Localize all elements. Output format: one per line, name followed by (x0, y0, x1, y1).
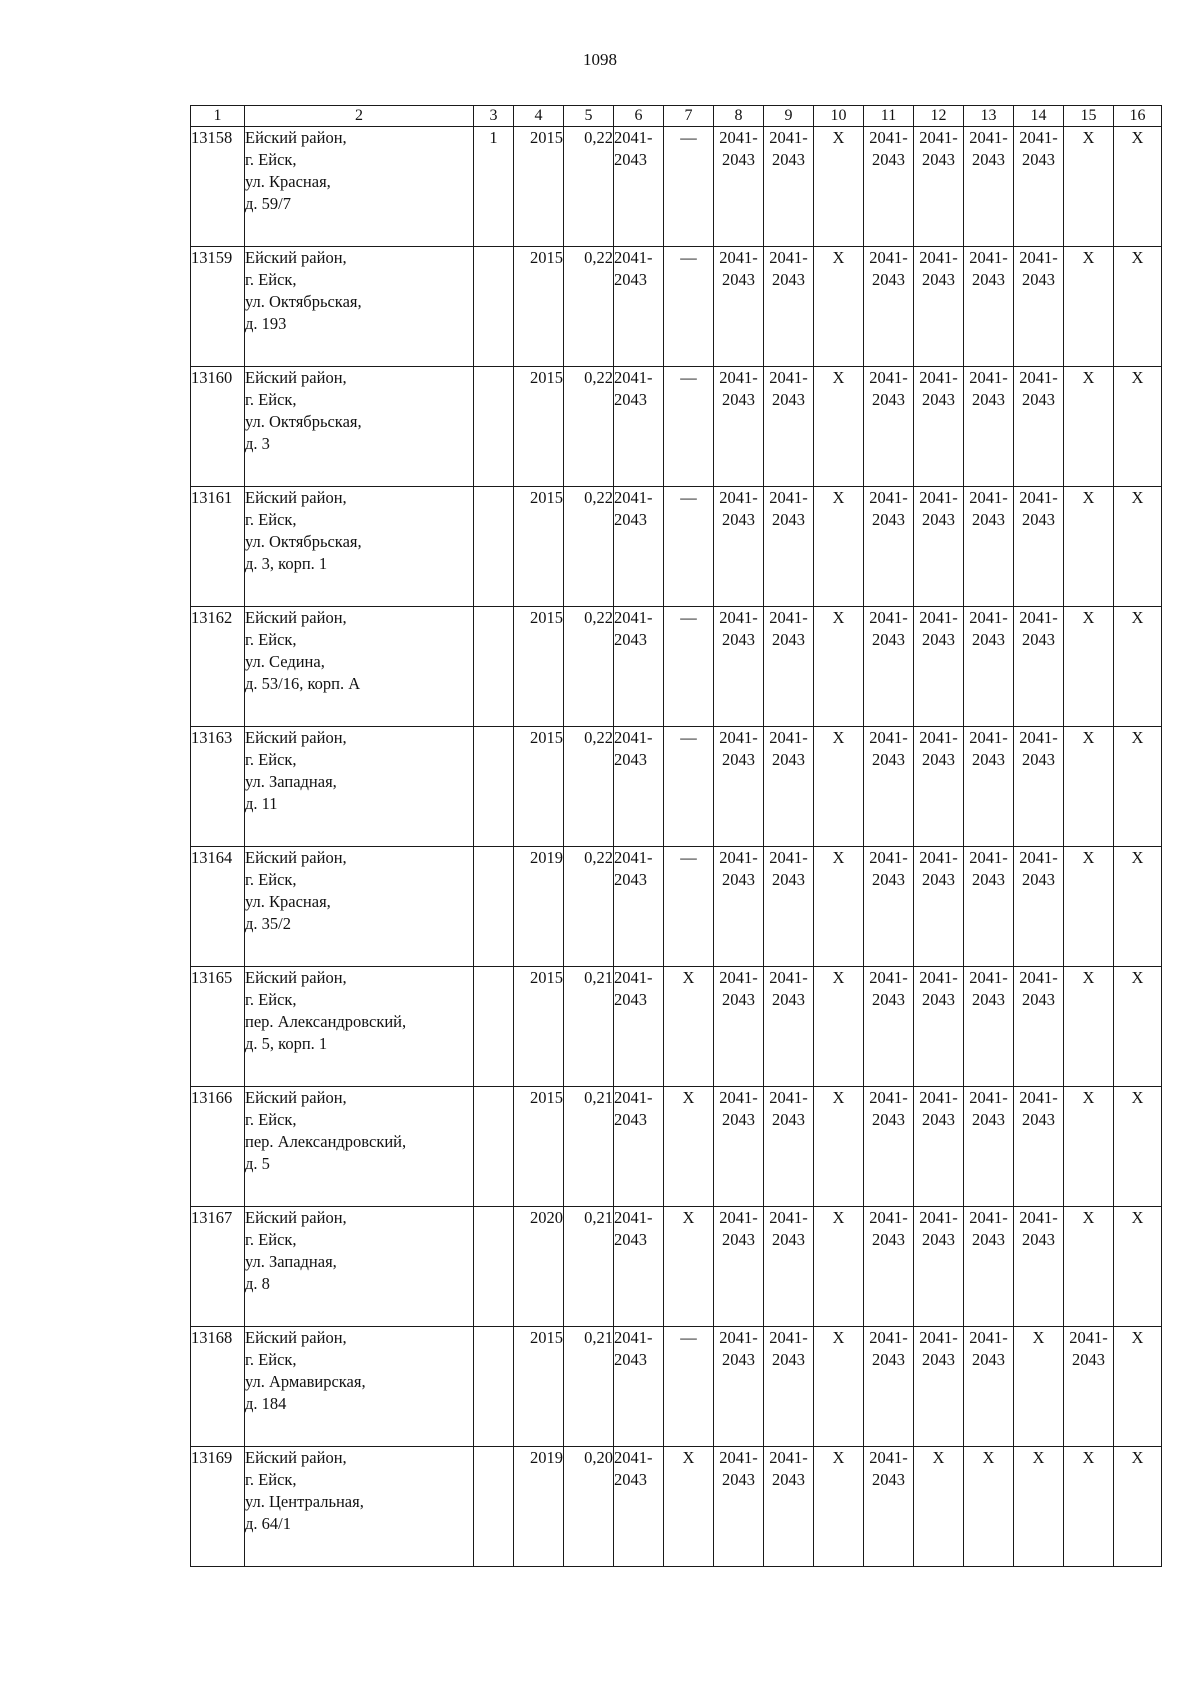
cell-c13: 2041- 2043 (964, 367, 1014, 487)
table-row (191, 607, 1162, 727)
address-line: д. 64/1 (245, 1514, 291, 1533)
table-row (191, 127, 1162, 247)
table-row (191, 1087, 1162, 1207)
address-line: г. Ейск, (245, 1470, 297, 1489)
cell-value: 0,22 (564, 127, 614, 247)
cell-c8: 2041- 2043 (714, 607, 764, 727)
column-header: 14 (1014, 106, 1064, 127)
address-line: г. Ейск, (245, 1230, 297, 1249)
cell-c14: 2041- 2043 (1014, 247, 1064, 367)
row-number: 13164 (191, 847, 245, 967)
cell-c7: Х (664, 1207, 714, 1327)
address-line: ул. Октябрьская, (245, 292, 362, 311)
cell-c9: 2041- 2043 (764, 727, 814, 847)
cell-c6: 2041- 2043 (614, 127, 664, 247)
cell-c12: 2041- 2043 (914, 1087, 964, 1207)
cell-c15: Х (1064, 967, 1114, 1087)
cell-c11: 2041- 2043 (864, 1087, 914, 1207)
address-line: ул. Красная, (245, 892, 331, 911)
cell-c8: 2041- 2043 (714, 1087, 764, 1207)
cell-c11: 2041- 2043 (864, 247, 914, 367)
cell-c7: — (664, 487, 714, 607)
cell-c6: 2041- 2043 (614, 847, 664, 967)
cell-c10: Х (814, 1447, 864, 1567)
cell-c11: 2041- 2043 (864, 1447, 914, 1567)
address-line: г. Ейск, (245, 1350, 297, 1369)
cell-c15: 2041- 2043 (1064, 1327, 1114, 1447)
address-line: г. Ейск, (245, 630, 297, 649)
table-row (191, 367, 1162, 487)
cell-c11: 2041- 2043 (864, 367, 914, 487)
cell-c6: 2041- 2043 (614, 1447, 664, 1567)
cell-c13: Х (964, 1447, 1014, 1567)
address-line: д. 3 (245, 434, 270, 453)
page-number: 1098 (583, 50, 617, 69)
cell-value: 0,22 (564, 247, 614, 367)
address-line: г. Ейск, (245, 150, 297, 169)
row-number: 13167 (191, 1207, 245, 1327)
cell-c12: 2041- 2043 (914, 727, 964, 847)
address-line: д. 59/7 (245, 194, 291, 213)
row-number: 13159 (191, 247, 245, 367)
cell-c10: Х (814, 847, 864, 967)
cell-value: 0,22 (564, 487, 614, 607)
address-line: Ейский район, (245, 608, 347, 627)
cell-c7: — (664, 607, 714, 727)
cell-c10: Х (814, 367, 864, 487)
cell-c10: Х (814, 967, 864, 1087)
cell-c16: Х (1114, 127, 1162, 247)
column-header: 16 (1114, 106, 1162, 127)
cell-c14: 2041- 2043 (1014, 1207, 1064, 1327)
cell-c15: Х (1064, 607, 1114, 727)
address-cell (245, 247, 474, 367)
cell-c10: Х (814, 1327, 864, 1447)
cell-c13: 2041- 2043 (964, 127, 1014, 247)
address-line: г. Ейск, (245, 1110, 297, 1129)
cell-c7: Х (664, 967, 714, 1087)
cell-c9: 2041- 2043 (764, 1327, 814, 1447)
cell-c14: 2041- 2043 (1014, 967, 1064, 1087)
address-line: д. 193 (245, 314, 287, 333)
cell-c3 (474, 1087, 514, 1207)
cell-c10: Х (814, 127, 864, 247)
cell-c9: 2041- 2043 (764, 607, 814, 727)
cell-c7: — (664, 127, 714, 247)
cell-c6: 2041- 2043 (614, 487, 664, 607)
address-line: г. Ейск, (245, 270, 297, 289)
cell-c7: Х (664, 1087, 714, 1207)
cell-c13: 2041- 2043 (964, 1207, 1014, 1327)
cell-c14: 2041- 2043 (1014, 1087, 1064, 1207)
cell-c13: 2041- 2043 (964, 1327, 1014, 1447)
cell-value: 0,21 (564, 967, 614, 1087)
cell-c16: Х (1114, 607, 1162, 727)
cell-c8: 2041- 2043 (714, 727, 764, 847)
cell-c10: Х (814, 1087, 864, 1207)
cell-c10: Х (814, 247, 864, 367)
cell-c8: 2041- 2043 (714, 1447, 764, 1567)
table-row (191, 727, 1162, 847)
address-line: ул. Армавирская, (245, 1372, 366, 1391)
row-number: 13161 (191, 487, 245, 607)
register-table (190, 105, 1162, 1567)
cell-c14: 2041- 2043 (1014, 487, 1064, 607)
address-cell (245, 847, 474, 967)
cell-c3: 1 (474, 127, 514, 247)
cell-c16: Х (1114, 967, 1162, 1087)
cell-c8: 2041- 2043 (714, 367, 764, 487)
cell-c15: Х (1064, 127, 1114, 247)
cell-c11: 2041- 2043 (864, 727, 914, 847)
address-line: ул. Западная, (245, 772, 337, 791)
cell-c16: Х (1114, 1087, 1162, 1207)
cell-c7: — (664, 1327, 714, 1447)
address-line: д. 11 (245, 794, 278, 813)
address-line: д. 3, корп. 1 (245, 554, 328, 573)
cell-c11: 2041- 2043 (864, 967, 914, 1087)
cell-c8: 2041- 2043 (714, 127, 764, 247)
address-line: Ейский район, (245, 1208, 347, 1227)
row-number: 13165 (191, 967, 245, 1087)
cell-c6: 2041- 2043 (614, 247, 664, 367)
cell-year: 2020 (514, 1207, 564, 1327)
cell-c11: 2041- 2043 (864, 1327, 914, 1447)
cell-year: 2015 (514, 127, 564, 247)
address-line: д. 35/2 (245, 914, 291, 933)
cell-c9: 2041- 2043 (764, 1447, 814, 1567)
address-line: Ейский район, (245, 488, 347, 507)
cell-c7: — (664, 847, 714, 967)
address-line: Ейский район, (245, 1328, 347, 1347)
column-header: 13 (964, 106, 1014, 127)
address-cell (245, 1327, 474, 1447)
cell-c11: 2041- 2043 (864, 127, 914, 247)
address-cell (245, 1087, 474, 1207)
cell-c9: 2041- 2043 (764, 847, 814, 967)
cell-c3 (474, 727, 514, 847)
table-row (191, 967, 1162, 1087)
cell-value: 0,20 (564, 1447, 614, 1567)
cell-c13: 2041- 2043 (964, 487, 1014, 607)
cell-c16: Х (1114, 247, 1162, 367)
cell-year: 2015 (514, 727, 564, 847)
cell-c11: 2041- 2043 (864, 847, 914, 967)
cell-c16: Х (1114, 1447, 1162, 1567)
row-number: 13168 (191, 1327, 245, 1447)
cell-c6: 2041- 2043 (614, 367, 664, 487)
column-header: 12 (914, 106, 964, 127)
cell-c9: 2041- 2043 (764, 487, 814, 607)
cell-c9: 2041- 2043 (764, 247, 814, 367)
address-line: Ейский район, (245, 1088, 347, 1107)
address-line: Ейский район, (245, 728, 347, 747)
address-cell (245, 967, 474, 1087)
cell-c16: Х (1114, 727, 1162, 847)
cell-c3 (474, 247, 514, 367)
column-header: 6 (614, 106, 664, 127)
row-number: 13163 (191, 727, 245, 847)
address-cell (245, 487, 474, 607)
cell-c15: Х (1064, 247, 1114, 367)
cell-c12: 2041- 2043 (914, 607, 964, 727)
table-row (191, 247, 1162, 367)
cell-c8: 2041- 2043 (714, 1327, 764, 1447)
cell-c15: Х (1064, 1207, 1114, 1327)
cell-c11: 2041- 2043 (864, 487, 914, 607)
address-line: пер. Александровский, (245, 1132, 407, 1151)
column-header: 3 (474, 106, 514, 127)
address-line: д. 184 (245, 1394, 287, 1413)
cell-c12: 2041- 2043 (914, 967, 964, 1087)
cell-c6: 2041- 2043 (614, 1207, 664, 1327)
cell-c16: Х (1114, 1327, 1162, 1447)
cell-c15: Х (1064, 1087, 1114, 1207)
cell-c3 (474, 367, 514, 487)
address-line: г. Ейск, (245, 390, 297, 409)
address-line: Ейский район, (245, 1448, 347, 1467)
cell-c8: 2041- 2043 (714, 1207, 764, 1327)
cell-c15: Х (1064, 847, 1114, 967)
cell-c9: 2041- 2043 (764, 367, 814, 487)
address-line: г. Ейск, (245, 750, 297, 769)
cell-c14: 2041- 2043 (1014, 127, 1064, 247)
table-row (191, 1447, 1162, 1567)
cell-c16: Х (1114, 847, 1162, 967)
cell-c6: 2041- 2043 (614, 967, 664, 1087)
cell-c3 (474, 607, 514, 727)
cell-c13: 2041- 2043 (964, 1087, 1014, 1207)
cell-c6: 2041- 2043 (614, 1327, 664, 1447)
row-number: 13169 (191, 1447, 245, 1567)
column-header: 15 (1064, 106, 1114, 127)
cell-c8: 2041- 2043 (714, 247, 764, 367)
cell-c10: Х (814, 607, 864, 727)
address-line: ул. Октябрьская, (245, 412, 362, 431)
cell-c14: Х (1014, 1327, 1064, 1447)
cell-c7: — (664, 367, 714, 487)
cell-c11: 2041- 2043 (864, 607, 914, 727)
cell-c6: 2041- 2043 (614, 727, 664, 847)
cell-c11: 2041- 2043 (864, 1207, 914, 1327)
cell-year: 2015 (514, 967, 564, 1087)
address-line: ул. Октябрьская, (245, 532, 362, 551)
cell-year: 2015 (514, 247, 564, 367)
cell-c6: 2041- 2043 (614, 1087, 664, 1207)
cell-value: 0,22 (564, 367, 614, 487)
cell-c13: 2041- 2043 (964, 727, 1014, 847)
column-header: 5 (564, 106, 614, 127)
address-line: пер. Александровский, (245, 1012, 407, 1031)
cell-year: 2015 (514, 607, 564, 727)
cell-c9: 2041- 2043 (764, 967, 814, 1087)
column-header: 11 (864, 106, 914, 127)
row-number: 13166 (191, 1087, 245, 1207)
cell-c9: 2041- 2043 (764, 1087, 814, 1207)
cell-c14: Х (1014, 1447, 1064, 1567)
header-row (191, 106, 1162, 127)
cell-c9: 2041- 2043 (764, 1207, 814, 1327)
address-line: ул. Седина, (245, 652, 325, 671)
cell-c12: 2041- 2043 (914, 127, 964, 247)
address-cell (245, 367, 474, 487)
address-line: Ейский район, (245, 968, 347, 987)
table-row (191, 487, 1162, 607)
row-number: 13158 (191, 127, 245, 247)
cell-c12: 2041- 2043 (914, 367, 964, 487)
cell-c13: 2041- 2043 (964, 847, 1014, 967)
cell-c12: 2041- 2043 (914, 1207, 964, 1327)
cell-year: 2015 (514, 1327, 564, 1447)
table-row (191, 1327, 1162, 1447)
cell-c14: 2041- 2043 (1014, 727, 1064, 847)
cell-c15: Х (1064, 1447, 1114, 1567)
row-number: 13162 (191, 607, 245, 727)
column-header: 9 (764, 106, 814, 127)
cell-c8: 2041- 2043 (714, 487, 764, 607)
cell-c8: 2041- 2043 (714, 967, 764, 1087)
cell-c3 (474, 1327, 514, 1447)
address-line: ул. Красная, (245, 172, 331, 191)
address-line: ул. Центральная, (245, 1492, 364, 1511)
cell-year: 2015 (514, 1087, 564, 1207)
address-line: д. 5 (245, 1154, 270, 1173)
address-line: д. 5, корп. 1 (245, 1034, 328, 1053)
cell-value: 0,22 (564, 727, 614, 847)
cell-c12: 2041- 2043 (914, 247, 964, 367)
cell-c6: 2041- 2043 (614, 607, 664, 727)
cell-value: 0,22 (564, 847, 614, 967)
cell-year: 2015 (514, 487, 564, 607)
row-number: 13160 (191, 367, 245, 487)
address-cell (245, 1447, 474, 1567)
address-line: ул. Западная, (245, 1252, 337, 1271)
cell-c9: 2041- 2043 (764, 127, 814, 247)
cell-c16: Х (1114, 487, 1162, 607)
cell-year: 2015 (514, 367, 564, 487)
cell-c7: Х (664, 1447, 714, 1567)
table-row (191, 847, 1162, 967)
cell-c13: 2041- 2043 (964, 247, 1014, 367)
cell-c12: 2041- 2043 (914, 1327, 964, 1447)
address-line: Ейский район, (245, 128, 347, 147)
cell-c10: Х (814, 1207, 864, 1327)
address-line: д. 8 (245, 1274, 270, 1293)
address-line: Ейский район, (245, 248, 347, 267)
cell-c13: 2041- 2043 (964, 607, 1014, 727)
cell-c14: 2041- 2043 (1014, 847, 1064, 967)
column-header: 1 (191, 106, 245, 127)
cell-c3 (474, 1207, 514, 1327)
cell-value: 0,21 (564, 1327, 614, 1447)
address-line: г. Ейск, (245, 990, 297, 1009)
cell-c15: Х (1064, 367, 1114, 487)
cell-c10: Х (814, 487, 864, 607)
cell-year: 2019 (514, 847, 564, 967)
table-row (191, 1207, 1162, 1327)
cell-c7: — (664, 727, 714, 847)
cell-c10: Х (814, 727, 864, 847)
address-line: г. Ейск, (245, 510, 297, 529)
cell-c15: Х (1064, 727, 1114, 847)
address-cell (245, 127, 474, 247)
column-header: 7 (664, 106, 714, 127)
cell-c12: 2041- 2043 (914, 487, 964, 607)
cell-c3 (474, 847, 514, 967)
cell-c16: Х (1114, 367, 1162, 487)
column-header: 8 (714, 106, 764, 127)
address-line: Ейский район, (245, 368, 347, 387)
cell-c7: — (664, 247, 714, 367)
address-line: д. 53/16, корп. А (245, 674, 361, 693)
cell-year: 2019 (514, 1447, 564, 1567)
address-line: г. Ейск, (245, 870, 297, 889)
column-header: 4 (514, 106, 564, 127)
cell-c3 (474, 967, 514, 1087)
cell-value: 0,21 (564, 1087, 614, 1207)
cell-c15: Х (1064, 487, 1114, 607)
address-cell (245, 607, 474, 727)
column-header: 2 (245, 106, 474, 127)
column-header: 10 (814, 106, 864, 127)
cell-value: 0,21 (564, 1207, 614, 1327)
cell-c3 (474, 1447, 514, 1567)
cell-c14: 2041- 2043 (1014, 367, 1064, 487)
cell-c3 (474, 487, 514, 607)
cell-c12: Х (914, 1447, 964, 1567)
cell-c12: 2041- 2043 (914, 847, 964, 967)
address-cell (245, 1207, 474, 1327)
cell-c8: 2041- 2043 (714, 847, 764, 967)
cell-c13: 2041- 2043 (964, 967, 1014, 1087)
cell-c14: 2041- 2043 (1014, 607, 1064, 727)
cell-value: 0,22 (564, 607, 614, 727)
address-cell (245, 727, 474, 847)
cell-c16: Х (1114, 1207, 1162, 1327)
address-line: Ейский район, (245, 848, 347, 867)
